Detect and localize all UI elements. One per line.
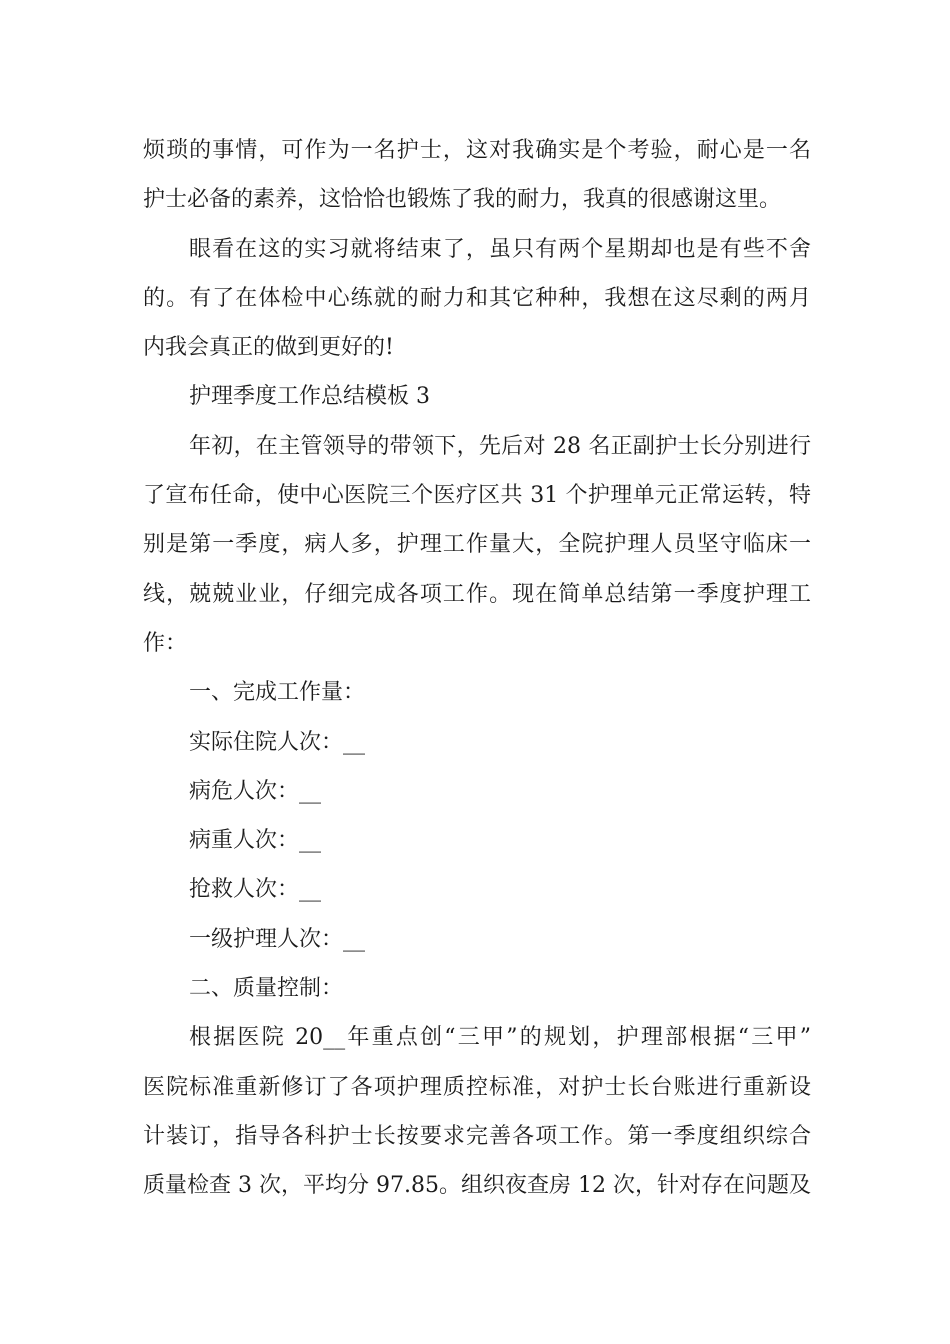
- text-line: 的。有了在体检中心练就的耐力和其它种种，我想在这尽剩的两月: [143, 285, 811, 311]
- text-line: 实际住院人次：__: [189, 729, 366, 755]
- text-line: 烦琐的事情，可作为一名护士，这对我确实是个考验，耐心是一名: [143, 138, 811, 163]
- text-line: 计装订，指导各科护士长按要求完善各项工作。第一季度组织综合: [143, 1123, 811, 1149]
- text-line: 一级护理人次：__: [189, 926, 366, 952]
- text-line: 年初，在主管领导的带领下，先后对 28 名正副护士长分别进行: [189, 433, 811, 459]
- text-line: 病危人次：__: [189, 778, 322, 804]
- text-line: 别是第一季度，病人多，护理工作量大，全院护理人员坚守临床一: [143, 532, 811, 558]
- text-line: 根据医院 20__年重点创“三甲”的规划，护理部根据“三甲”: [189, 1025, 811, 1051]
- text-line: 作：: [143, 630, 188, 656]
- text-line: 一、完成工作量：: [189, 680, 366, 706]
- text-line: 了宣布任命，使中心医院三个医疗区共 31 个护理单元正常运转，特: [143, 483, 811, 509]
- text-line: 内我会真正的做到更好的!: [143, 335, 394, 361]
- text-line: 护士必备的素养，这恰恰也锻炼了我的耐力，我真的很感谢这里。: [143, 187, 782, 213]
- text-line: 眼看在这的实习就将结束了，虽只有两个星期却也是有些不舍: [189, 236, 811, 262]
- text-line: 抢救人次：__: [189, 877, 322, 903]
- text-line: 病重人次：__: [189, 828, 322, 854]
- text-line: 线，兢兢业业，仔细完成各项工作。现在简单总结第一季度护理工: [143, 581, 811, 607]
- text-line: 护理季度工作总结模板 3: [189, 384, 430, 410]
- text-line: 质量检查 3 次，平均分 97.85。组织夜查房 12 次，针对存在问题及: [143, 1173, 811, 1199]
- document-body: [143, 126, 811, 1211]
- text-line: 医院标准重新修订了各项护理质控标准，对护士长台账进行重新设: [143, 1074, 811, 1100]
- text-line: 二、质量控制：: [189, 976, 344, 1002]
